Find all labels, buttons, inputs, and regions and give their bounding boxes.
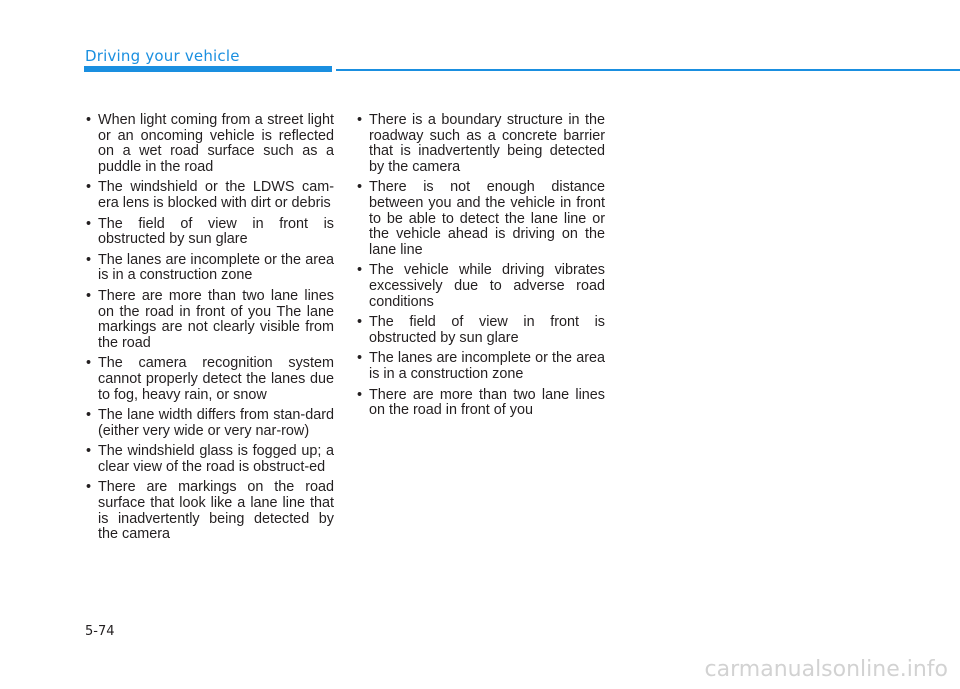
list-item	[85, 480, 334, 542]
bullet-icon: •	[86, 215, 92, 232]
list-item-text: The windshield glass is fogged up; a clear view of the road is obstruct-ed	[98, 443, 334, 475]
bullet-icon: •	[86, 251, 92, 268]
bullet-icon: •	[86, 179, 92, 196]
list-item-text: The lanes are incomplete or the area is in a construction zone	[369, 350, 605, 382]
header-rule-thin	[336, 69, 960, 71]
list-item	[356, 315, 605, 346]
list-item-text: There is not enough distance between you and the vehicle in front to be able to detect the lane line or the vehicle ahead is driving on the lane line	[369, 179, 605, 258]
list-item	[85, 356, 334, 403]
list-item-text: The field of view in front is obstructed by sun glare	[98, 215, 334, 248]
list-item-text: There are markings on the road surface that look like a lane line that is inadvertently being detected by the camera	[98, 479, 334, 543]
list-item	[85, 408, 334, 439]
list-item-text: There are more than two lane lines on the road in front of you The lane markings are not clearly visible from the road	[98, 287, 334, 351]
page-number: 5-74	[85, 624, 115, 639]
list-item	[356, 263, 605, 310]
list-item-text: The lane width differs from stan-dard (either very wide or very nar-row)	[98, 407, 334, 439]
bullet-icon: •	[357, 350, 363, 367]
list-item	[85, 289, 334, 351]
list-item-text: The vehicle while driving vibrates excessively due to adverse road conditions	[369, 262, 605, 310]
bullet-icon: •	[357, 112, 363, 128]
bullet-icon: •	[357, 386, 363, 403]
left-bullet-list	[85, 113, 334, 548]
list-item-text: There is a boundary structure in the roadway such as a concrete barrier that is inadvertently being detected by the camera	[369, 112, 605, 175]
bullet-icon: •	[357, 262, 363, 279]
list-item-text: There are more than two lane lines on the road in front of you	[369, 386, 605, 419]
watermark-link[interactable]: carmanualsonline.info	[704, 657, 948, 682]
list-item-text: The lanes are incomplete or the area is in a construction zone	[98, 251, 334, 284]
list-item	[356, 351, 605, 382]
bullet-icon: •	[86, 287, 92, 304]
list-item	[356, 113, 605, 175]
list-item-text: The camera recognition system cannot properly detect the lanes due to fog, heavy rain, or snow	[98, 355, 334, 403]
bullet-icon: •	[86, 479, 92, 496]
section-title: Driving your vehicle	[85, 47, 240, 65]
list-item	[356, 388, 605, 419]
list-item-text: The field of view in front is obstructed by sun glare	[369, 314, 605, 346]
bullet-icon: •	[86, 355, 92, 372]
list-item	[85, 113, 334, 175]
list-item	[85, 217, 334, 248]
list-item-text: When light coming from a street light or an oncoming vehicle is reflected on a wet road surface such as a puddle in the road	[98, 112, 334, 175]
list-item	[85, 444, 334, 475]
list-item	[85, 180, 334, 211]
bullet-icon: •	[86, 407, 92, 424]
right-bullet-list	[356, 113, 605, 424]
list-item	[85, 253, 334, 284]
header-rule-thick	[84, 66, 332, 72]
bullet-icon: •	[357, 314, 363, 331]
bullet-icon: •	[86, 443, 92, 460]
list-item-text: The windshield or the LDWS cam-era lens is blocked with dirt or debris	[98, 179, 334, 211]
list-item	[356, 180, 605, 258]
bullet-icon: •	[86, 112, 92, 128]
bullet-icon: •	[357, 179, 363, 196]
